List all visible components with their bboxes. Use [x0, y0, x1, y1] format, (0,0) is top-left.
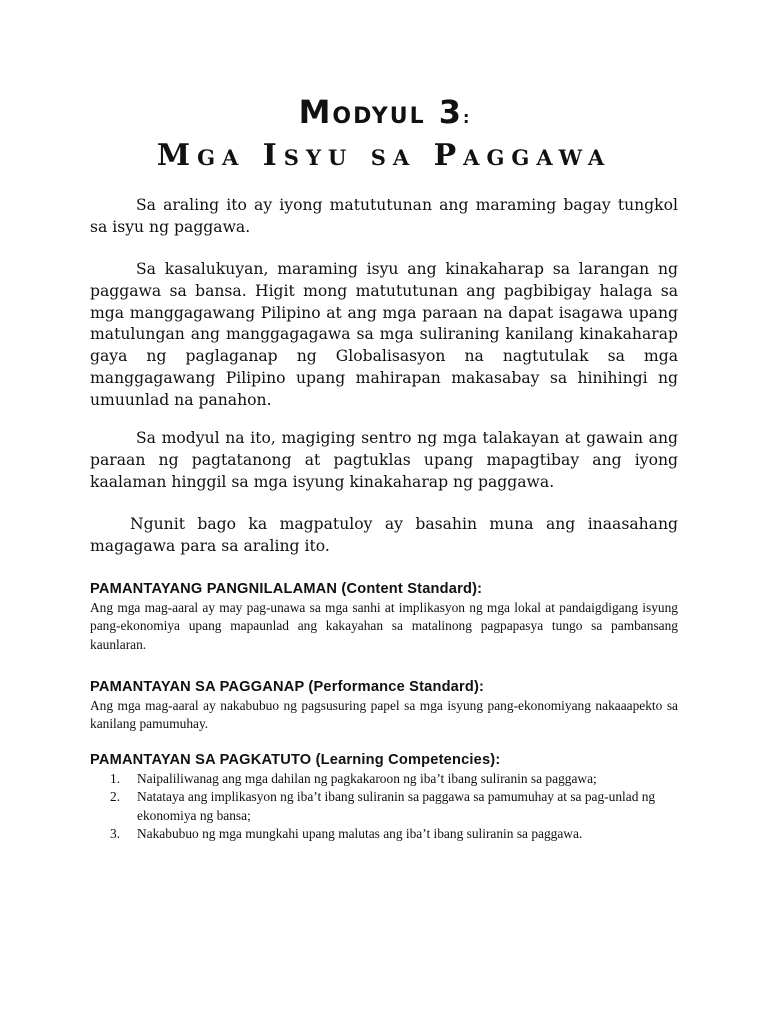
list-item-number: 1.: [110, 771, 121, 786]
list-item-text: Naipaliliwanag ang mga dahilan ng pagkakaroon ng iba’t ibang suliranin sa paggawa;: [137, 771, 597, 786]
content-standard-heading: PAMANTAYANG PANGNILALAMAN (Content Standard):: [90, 581, 483, 597]
module-title: [0, 92, 768, 138]
content-standard-text: Ang mga mag-aaral ay may pag-unawa sa mga sanhi at implikasyon ng mga lokal at pandaigdigang isyung pang-ekonomiya upang mapaunlad ang kakayahan sa matalinong pagpapasya tungo sa pambansang kaunlaran.: [90, 600, 678, 652]
list-item: [110, 788, 678, 825]
performance-standard-heading: PAMANTAYAN SA PAGGANAP (Performance Standard):: [90, 679, 485, 695]
performance-standard-text: Ang mga mag-aaral ay nakabubuo ng pagsusuring papel sa mga isyung pang-ekonomiyang nakaaapekto sa kanilang pamumuhay.: [90, 698, 678, 732]
module-title-colon: :: [463, 108, 470, 127]
intro-paragraph-1: Sa araling ito ay iyong matututunan ang maraming bagay tungkol sa isyu ng paggawa.: [90, 196, 678, 236]
intro-paragraph-3: Sa modyul na ito, magiging sentro ng mga talakayan at gawain ang paraan ng pagtatanong at pagtuklas upang mapagtibay ang iyong kaalaman hinggil sa mga isyung kinakaharap ng paggawa.: [90, 429, 678, 491]
learning-competencies-heading: PAMANTAYAN SA PAGKATUTO (Learning Competencies):: [90, 752, 501, 768]
module-number: Modyul 3: [298, 93, 464, 131]
list-item-text: Natataya ang implikasyon ng iba’t ibang suliranin sa paggawa sa pamumuhay at sa pag-unlad ng ekonomiya ng bansa;: [137, 789, 656, 823]
list-item-number: 2.: [110, 789, 121, 805]
intro-paragraph-4: Ngunit bago ka magpatuloy ay basahin muna ang inaasahang magagawa para sa araling ito.: [90, 515, 678, 555]
intro-paragraph-2: Sa kasalukuyan, maraming isyu ang kinakaharap sa larangan ng paggawa sa bansa. Higit mong matututunan ang pagbibigay halaga sa mga manggagawang Pilipino at ang mga paraan na dapat isagawa upang matulungan ang manggagagawa sa mga suliraning kanilang kinakaharap gaya ng paglaganap ng Globalisasyon na nagtutulak sa mga manggagawang Pilipino upang mahirapan makasabay sa hinihingi ng umuunlad na panahon.: [90, 260, 678, 409]
list-item-text: Nakabubuo ng mga mungkahi upang malutas ang iba’t ibang suliranin sa paggawa.: [137, 826, 583, 842]
learning-competencies-list: [110, 770, 678, 844]
list-item-number: 3.: [110, 826, 121, 842]
module-subtitle: Mga Isyu sa Paggawa: [156, 138, 612, 173]
list-item: [110, 770, 678, 788]
list-item: [110, 825, 678, 843]
